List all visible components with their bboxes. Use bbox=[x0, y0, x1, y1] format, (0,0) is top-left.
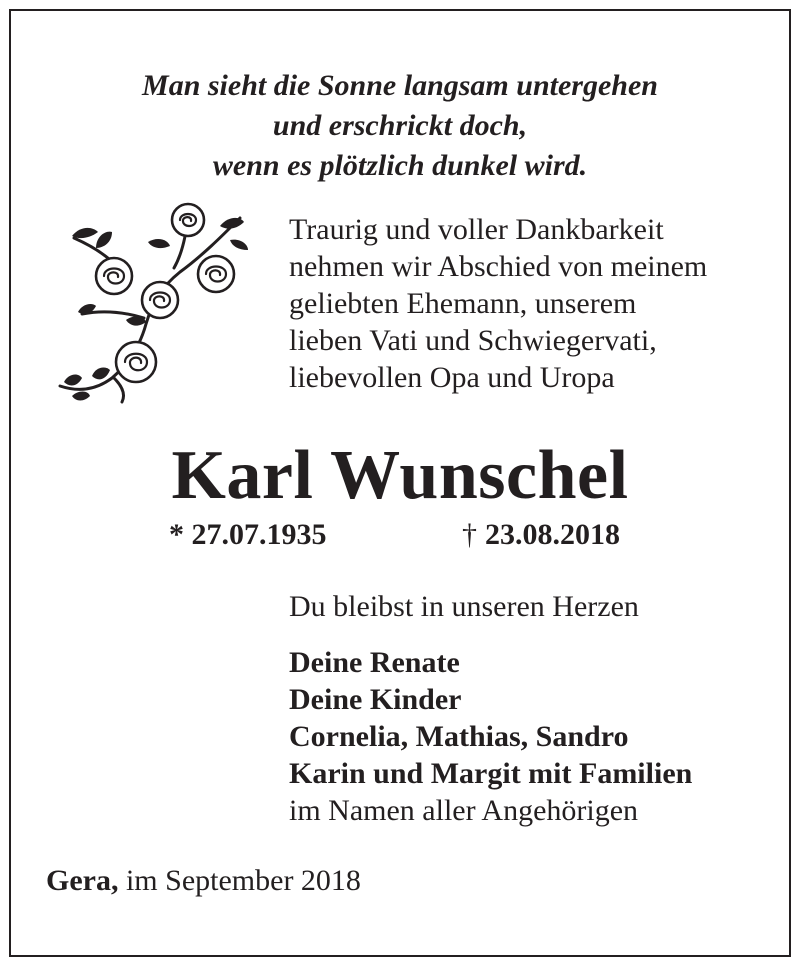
intro-line: liebevollen Opa und Uropa bbox=[289, 361, 615, 394]
intro-line: lieben Vati und Schwiegervati, bbox=[289, 324, 657, 357]
motto-line: Man sieht die Sonne langsam untergehen bbox=[142, 69, 658, 102]
signer-line: Cornelia, Mathias, Sandro bbox=[289, 720, 629, 753]
intro-line: Traurig und voller Dankbarkeit bbox=[289, 213, 664, 246]
remembrance-line: Du bleibst in unseren Herzen bbox=[289, 590, 639, 623]
birth-date bbox=[169, 515, 327, 555]
death-date bbox=[462, 515, 620, 555]
cross-icon: † bbox=[462, 518, 477, 551]
motto-line: wenn es plötzlich dunkel wird. bbox=[212, 149, 588, 182]
signer-line: Karin und Margit mit Familien bbox=[289, 757, 693, 790]
intro-line: geliebten Ehemann, unserem bbox=[289, 287, 637, 320]
death-date-value: 23.08.2018 bbox=[485, 518, 620, 551]
motto-line: und erschrickt doch, bbox=[272, 109, 528, 142]
place-date-text: im September 2018 bbox=[125, 864, 361, 897]
signer-closing: im Namen aller Angehörigen bbox=[289, 794, 639, 827]
motto-verse bbox=[0, 66, 800, 186]
birth-date-value: 27.07.1935 bbox=[191, 518, 327, 551]
intro-text bbox=[289, 211, 707, 396]
birth-symbol: * bbox=[169, 518, 184, 551]
signer-line: Deine Renate bbox=[289, 646, 460, 679]
roses-icon bbox=[52, 196, 264, 408]
place-date bbox=[46, 861, 361, 901]
deceased-name: Karl Wunschel bbox=[171, 437, 629, 514]
place-city: Gera, bbox=[46, 864, 119, 897]
signer-line: Deine Kinder bbox=[289, 683, 462, 716]
signers-block bbox=[289, 644, 692, 829]
intro-line: nehmen wir Abschied von meinem bbox=[289, 250, 708, 283]
